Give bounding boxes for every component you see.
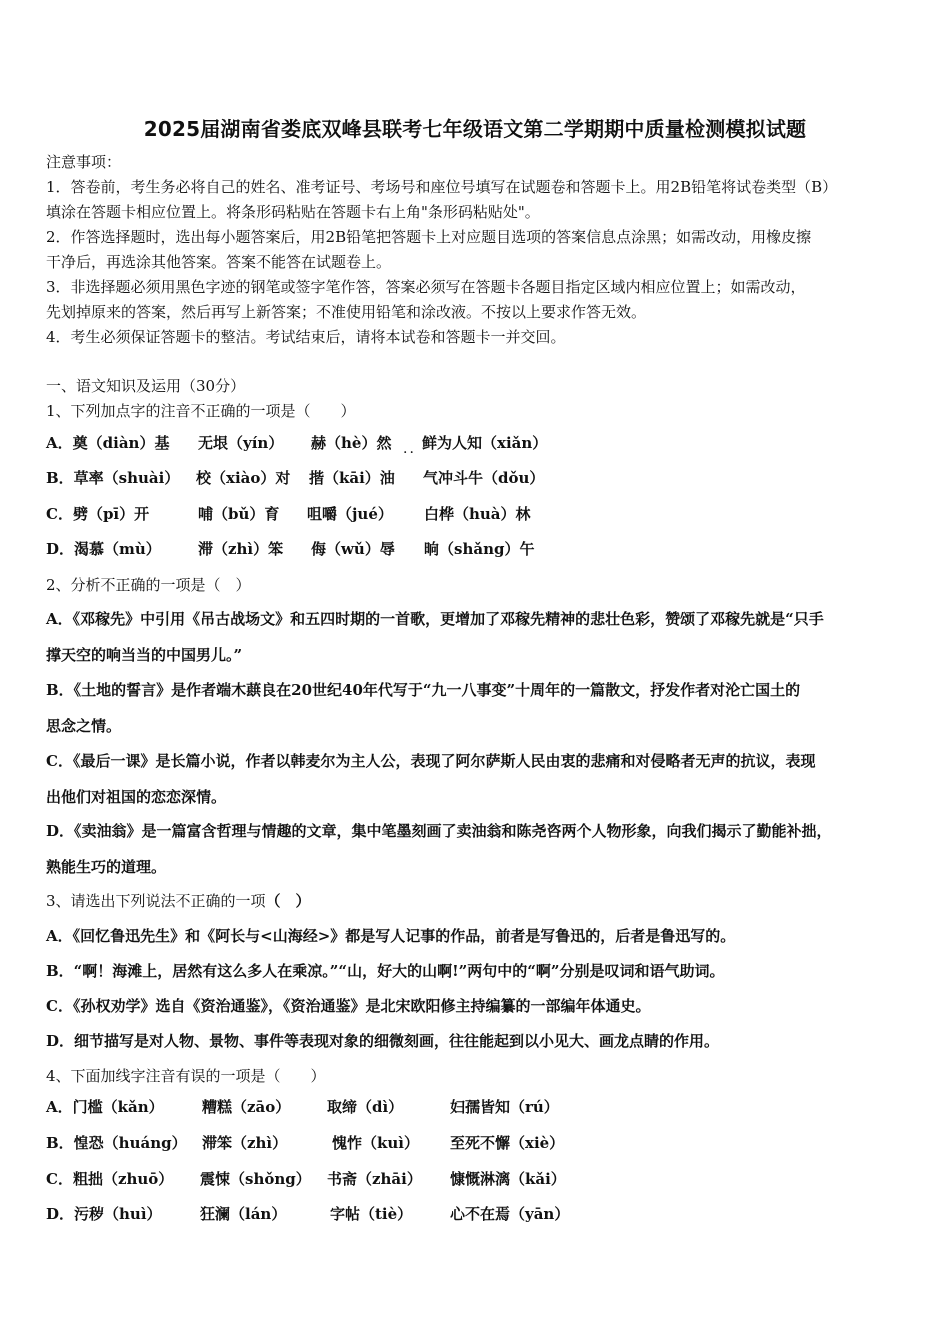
option-part: 鲜为人知（xiǎn） — [422, 434, 548, 452]
option-part: C．劈（pī）开 — [46, 505, 150, 523]
section-heading: 一、语文知识及运用（30分） — [46, 377, 246, 395]
option-part: 咀嚼（jué） — [307, 505, 393, 523]
option-part: 赫（hè）然 — [311, 434, 392, 452]
option-part: D．污秽（huì） — [46, 1205, 162, 1223]
option-part: 糟糕（zāo） — [202, 1098, 291, 1116]
notice-heading: 注意事项： — [46, 153, 122, 171]
option-part: 慷慨淋漓（kǎi） — [450, 1170, 566, 1188]
option-part: 愧怍（kuì） — [332, 1134, 419, 1152]
option-part: 字帖（tiè） — [330, 1205, 413, 1223]
option-part: 无垠（yín） — [198, 434, 284, 452]
option-part: 震悚（shǒng） — [200, 1170, 311, 1188]
emphasis-dots: ·· — [403, 445, 416, 461]
question-2-option-c: C．《最后一课》是长篇小说，作者以韩麦尔为主人公，表现了阿尔萨斯人民由衷的悲痛和对侵略者无声的抗议，表现 — [46, 752, 816, 770]
option-part: 至死不懈（xiè） — [450, 1134, 565, 1152]
option-part: A．奠（diàn）基 — [46, 434, 170, 452]
question-3-stem-paren: （ ） — [265, 892, 311, 910]
notice-line: 干净后，再选涂其他答案。答案不能答在试题卷上。 — [46, 253, 392, 271]
option-part: 校（xiào）对 — [196, 469, 291, 487]
question-2-option-a: A．《邓稼先》中引用《吊古战场文》和五四时期的一首歌，更增加了邓稼先精神的悲壮色彩，赞颂了邓稼先就是“只手 — [46, 610, 824, 628]
notice-line: 填涂在答题卡相应位置上。将条形码粘贴在答题卡右上角"条形码粘贴处"。 — [46, 203, 540, 221]
option-part: 气冲斗牛（dǒu） — [423, 469, 545, 487]
option-part: 狂澜（lán） — [200, 1205, 287, 1223]
option-part: 揩（kāi）油 — [309, 469, 395, 487]
notice-line: 先划掉原来的答案，然后再写上新答案；不准使用铅笔和涂改液。不按以上要求作答无效。 — [46, 303, 647, 321]
question-2-option-c-cont: 出他们对祖国的恋恋深情。 — [46, 788, 227, 806]
question-1-stem: 1、下列加点字的注音不正确的一项是（ ） — [46, 402, 356, 420]
question-3-stem-text: 3、请选出下列说法不正确的一项 — [46, 892, 266, 910]
option-part: D．渴慕（mù） — [46, 540, 161, 558]
option-part: B．草率（shuài） — [46, 469, 180, 487]
option-part: 哺（bǔ）育 — [198, 505, 280, 523]
question-2-option-b: B．《土地的誓言》是作者端木蕻良在20世纪40年代写于“九一八事变”十周年的一篇散文，抒发作者对沦亡国土的 — [46, 681, 801, 699]
option-part: 书斋（zhāi） — [327, 1170, 422, 1188]
question-3-option-a: A．《回忆鲁迅先生》和《阿长与<山海经>》都是写人记事的作品，前者是写鲁迅的，后者是鲁迅写的。 — [46, 927, 736, 945]
option-part: 白桦（huà）林 — [424, 505, 531, 523]
question-3-stem — [46, 891, 311, 911]
notice-line: 2．作答选择题时，选出每小题答案后，用2B铅笔把答题卡上对应题目选项的答案信息点涂黑；如需改动，用橡皮擦 — [46, 228, 812, 246]
question-3-option-c: C．《孙权劝学》选自《资治通鉴》，《资治通鉴》是北宋欧阳修主持编纂的一部编年体通史。 — [46, 997, 651, 1015]
option-part: 心不在焉（yān） — [450, 1205, 570, 1223]
question-2-stem: 2、分析不正确的一项是（ ） — [46, 576, 251, 594]
option-part: C．粗拙（zhuō） — [46, 1170, 174, 1188]
option-part: 滞笨（zhì） — [202, 1134, 288, 1152]
question-2-option-d-cont: 熟能生巧的道理。 — [46, 858, 167, 876]
question-2-option-a-cont: 撑天空的响当当的中国男儿。” — [46, 646, 243, 664]
notice-line: 4．考生必须保证答题卡的整洁。考试结束后，请将本试卷和答题卡一并交回。 — [46, 328, 566, 346]
option-part: B．惶恐（huáng） — [46, 1134, 187, 1152]
notice-line: 1．答卷前，考生务必将自己的姓名、准考证号、考场号和座位号填写在试题卷和答题卡上。用2B铅笔将试卷类型（B） — [46, 178, 838, 196]
question-4-stem: 4、下面加线字注音有误的一项是（ ） — [46, 1067, 326, 1085]
option-part: 妇孺皆知（rú） — [450, 1098, 559, 1116]
question-2-option-b-cont: 思念之情。 — [46, 717, 122, 735]
option-part: 取缔（dì） — [327, 1098, 404, 1116]
notice-line: 3．非选择题必须用黑色字迹的钢笔或签字笔作答，答案必须写在答题卡各题目指定区域内相应位置上；如需改动， — [46, 278, 806, 296]
page-title: 2025届湖南省娄底双峰县联考七年级语文第二学期期中质量检测模拟试题 — [143, 117, 807, 141]
question-2-option-d: D．《卖油翁》是一篇富含哲理与情趣的文章，集中笔墨刻画了卖油翁和陈尧咨两个人物形象，向我们揭示了勤能补拙， — [46, 822, 832, 840]
question-3-option-d: D．细节描写是对人物、景物、事件等表现对象的细微刻画，往往能起到以小见大、画龙点睛的作用。 — [46, 1032, 720, 1050]
option-part: A．门槛（kǎn） — [46, 1098, 164, 1116]
question-3-option-b: B．“啊！海滩上，居然有这么多人在乘凉。”“山，好大的山啊!”两句中的“啊”分别是叹词和语气助词。 — [46, 962, 725, 980]
option-part: 晌（shǎng）午 — [424, 540, 535, 558]
option-part: 侮（wǔ）辱 — [311, 540, 395, 558]
option-part: 滞（zhì）笨 — [198, 540, 284, 558]
